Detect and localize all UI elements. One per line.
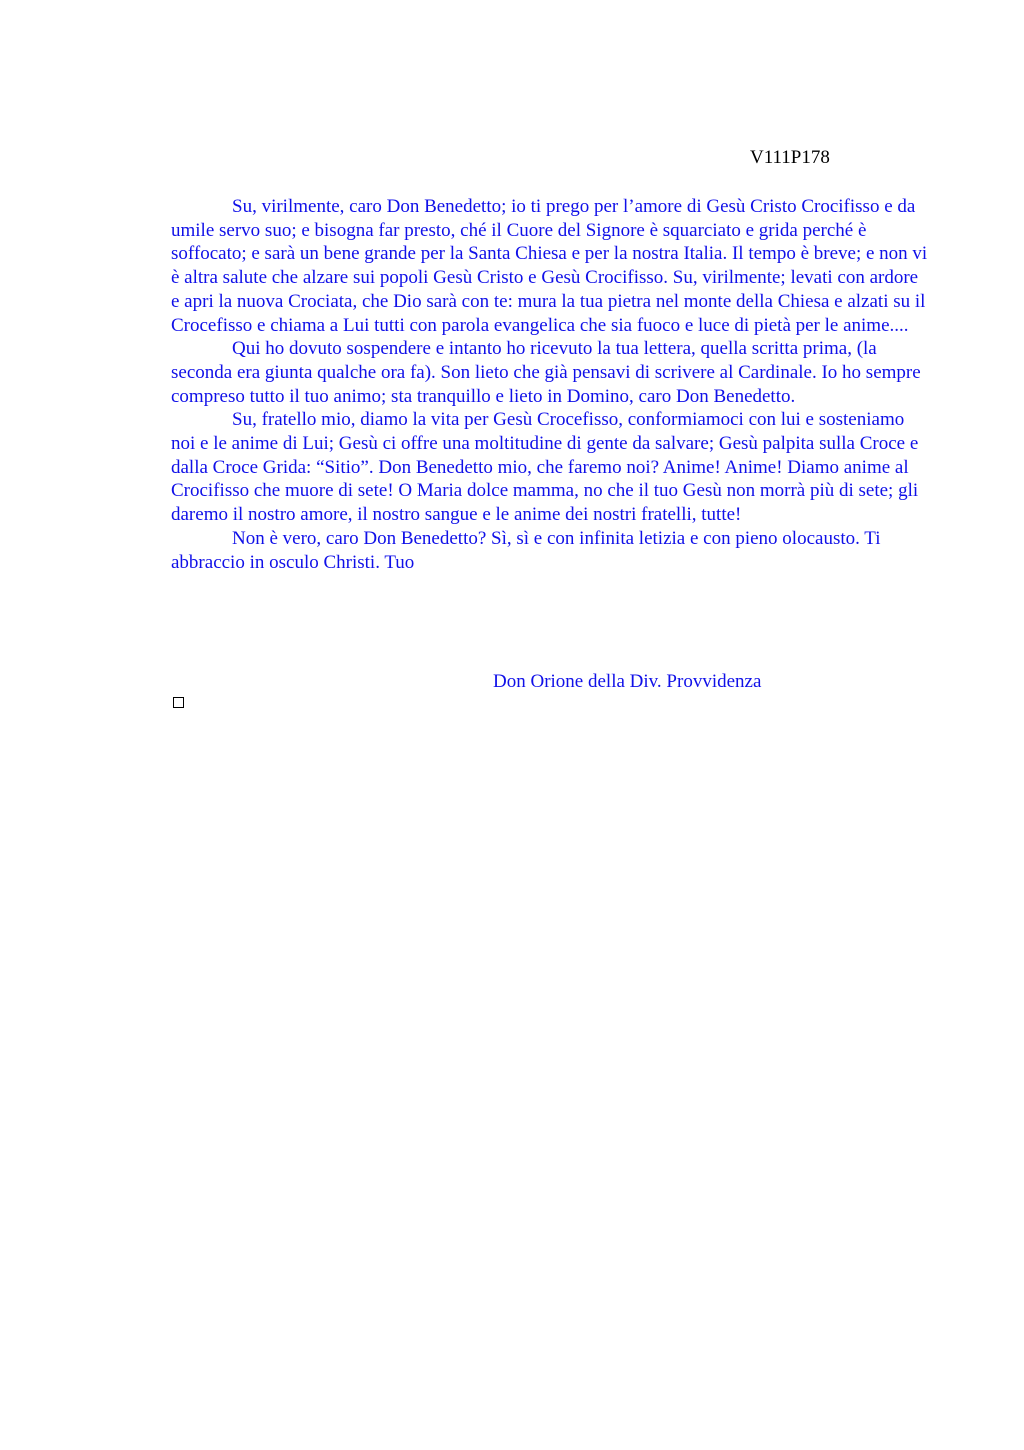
signature: Don Orione della Div. Provvidenza — [493, 671, 762, 692]
page-reference: V111P178 — [750, 147, 830, 168]
paragraph: Non è vero, caro Don Benedetto? Sì, sì e con infinita letizia e con pieno olocausto. Ti abbraccio in osculo Christi. Tuo — [171, 527, 881, 573]
letter-body — [171, 195, 931, 574]
paragraph: Su, virilmente, caro Don Benedetto; io ti prego per l’amore di Gesù Cristo Crocifisso e da umile servo suo; e bisogna far presto, ché il Cuore del Signore è squarciato e grida perché è soffocato; e sarà un bene grande per la Santa Chiesa e per la nostra Italia. Il tempo è breve; e non vi è altra salute che alzare sui popoli Gesù Cristo e Gesù Crocifisso. Su, virilmente; levati con ardore e apri la nuova Crociata, che Dio sarà con te: mura la tua pietra nel monte della Chiesa e alzati su il Crocefisso e chiama a Lui tutti con parola evangelica che sia fuoco e luce di pietà per le anime.... — [171, 196, 928, 336]
paragraph: Qui ho dovuto sospendere e intanto ho ricevuto la tua lettera, quella scritta prima, (la seconda era giunta qualche ora fa). Son lieto che già pensavi di scrivere al Cardinale. Io ho sempre compreso tutto il tuo animo; sta tranquillo e lieto in Domino, caro Don Benedetto. — [171, 338, 921, 407]
square-outline-icon — [173, 697, 184, 708]
paragraph: Su, fratello mio, diamo la vita per Gesù Crocefisso, conformiamoci con lui e sosteniamo noi e le anime di Lui; Gesù ci offre una moltitudine di gente da salvare; Gesù palpita sulla Croce e dalla Croce Grida: “Sitio”. Don Benedetto mio, che faremo noi? Anime! Anime! Diamo anime al Crocifisso che muore di sete! O Maria dolce mamma, no che il tuo Gesù non morrà più di sete; gli daremo il nostro amore, il nostro sangue e le anime dei nostri fratelli, tutte! — [171, 409, 919, 526]
